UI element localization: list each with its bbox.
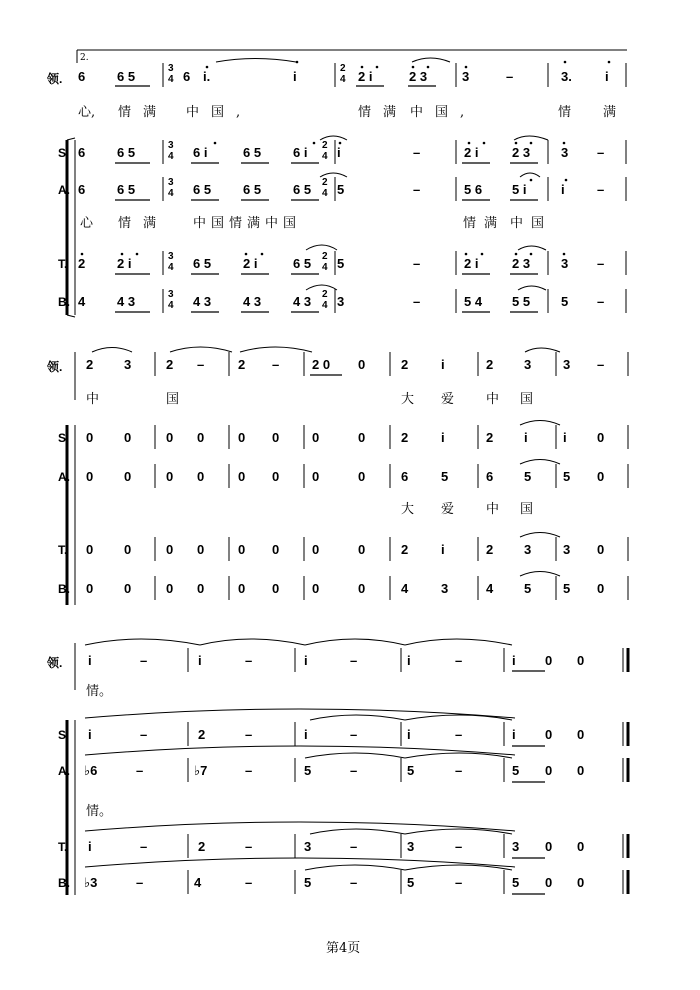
note: 2 3 — [512, 145, 531, 160]
note: 6 5 — [117, 182, 136, 197]
note: i — [337, 145, 341, 160]
note: – — [140, 727, 148, 742]
note: – — [597, 357, 605, 372]
note: 4 — [486, 581, 494, 596]
note: – — [245, 763, 253, 778]
note: – — [140, 653, 148, 668]
note: 2 — [86, 357, 94, 372]
note: 3 — [512, 839, 520, 854]
note: 0 — [597, 542, 605, 557]
note: 2 — [401, 430, 409, 445]
note: 0 — [272, 542, 280, 557]
note: 6 — [78, 69, 86, 84]
note: 6 — [486, 469, 494, 484]
time-signature: 2 4 — [340, 63, 346, 85]
system-3-lead-lyric: 情。 — [86, 684, 113, 699]
note: 6 5 — [193, 182, 212, 197]
alto-label: A. — [58, 470, 70, 484]
note: 2 — [166, 357, 174, 372]
lyric: 情满 — [358, 105, 409, 120]
time-signature: 3 4 — [168, 289, 174, 311]
note: 0 — [577, 875, 585, 890]
note: i — [88, 653, 92, 668]
note: 0 — [272, 581, 280, 596]
lyric: 情满 — [118, 216, 169, 231]
note: 6 5 — [243, 145, 262, 160]
tenor-label: T. — [58, 840, 68, 854]
page-number: 第4页 — [326, 941, 361, 956]
note: – — [136, 875, 144, 890]
note: 6 5 — [293, 256, 312, 271]
note: – — [350, 839, 358, 854]
note: 5 — [561, 294, 569, 309]
note: – — [455, 875, 463, 890]
note: 5 — [524, 581, 532, 596]
note: 6 i — [193, 145, 208, 160]
note: 3 — [524, 542, 532, 557]
note: 0 — [86, 430, 94, 445]
note: 0 — [597, 469, 605, 484]
note: 5 — [337, 256, 345, 271]
lyric: 爱 — [441, 392, 455, 407]
note: 0 — [238, 469, 246, 484]
alto-label: A. — [58, 764, 70, 778]
note: – — [455, 839, 463, 854]
note: 3 — [407, 839, 415, 854]
note: 3 — [462, 69, 470, 84]
note: 0 — [545, 839, 553, 854]
note: – — [136, 763, 144, 778]
note: 2 i — [358, 69, 373, 84]
note: 2 — [78, 256, 86, 271]
lead-label: 领. — [47, 72, 63, 86]
note: – — [597, 294, 605, 309]
time-signature: 2 4 — [322, 140, 328, 162]
note: 0 — [238, 430, 246, 445]
note: 0 — [272, 430, 280, 445]
note: 4 — [78, 294, 86, 309]
note: 2 3 — [512, 256, 531, 271]
note: – — [413, 145, 421, 160]
note: ♭7 — [194, 763, 208, 778]
note: 0 — [197, 542, 205, 557]
bass-label: B. — [58, 876, 70, 890]
soprano-label: S. — [58, 728, 70, 742]
soprano-label: S. — [58, 431, 70, 445]
note: 0 — [597, 430, 605, 445]
note: 0 — [358, 581, 366, 596]
note: 6 5 — [193, 256, 212, 271]
note: 0 — [124, 581, 132, 596]
note: 2 — [486, 430, 494, 445]
note: 5 — [407, 763, 415, 778]
note: 0 — [358, 469, 366, 484]
bass-label: B. — [58, 582, 70, 596]
note: 4 — [194, 875, 202, 890]
note: 5 — [407, 875, 415, 890]
lyric: 国 — [520, 392, 534, 407]
note: – — [413, 182, 421, 197]
volta-label: 2. — [80, 53, 89, 63]
note: i — [407, 727, 411, 742]
lead-label: 领. — [47, 360, 63, 374]
note: 6 — [183, 69, 191, 84]
note: 2 — [486, 357, 494, 372]
note: i — [441, 542, 445, 557]
note: 0 — [124, 542, 132, 557]
note: 2 i — [117, 256, 132, 271]
note: i — [304, 727, 308, 742]
note: 6 — [78, 182, 86, 197]
note: 6 i — [293, 145, 308, 160]
bass-label: B. — [58, 295, 70, 309]
lyric: 中 — [486, 502, 500, 517]
note: 3 — [561, 256, 569, 271]
lyric: 情满 — [463, 216, 506, 231]
note: 3 — [563, 357, 571, 372]
note: 0 — [197, 581, 205, 596]
note: 4 3 — [293, 294, 312, 309]
note: i — [512, 653, 516, 668]
lyric: 情满 — [118, 105, 169, 120]
note: 2 — [401, 542, 409, 557]
note: – — [413, 256, 421, 271]
note: 0 — [577, 727, 585, 742]
note: – — [245, 727, 253, 742]
note: – — [350, 763, 358, 778]
note: 0 — [312, 469, 320, 484]
note: i — [198, 653, 202, 668]
note: 0 — [312, 581, 320, 596]
note: 0 — [545, 875, 553, 890]
note: 2 3 — [409, 69, 428, 84]
alto-label: A. — [58, 183, 70, 197]
lyric: 心, — [78, 105, 96, 120]
note: 3. — [561, 69, 572, 84]
note: 3 — [563, 542, 571, 557]
note: 0 — [86, 542, 94, 557]
note: 0 — [124, 430, 132, 445]
note: 4 — [401, 581, 409, 596]
note: 2 i — [464, 256, 479, 271]
lyric: 中 — [86, 392, 100, 407]
lyric: 满 — [603, 105, 617, 120]
note: i — [524, 430, 528, 445]
note: 0 — [312, 430, 320, 445]
time-signature: 3 4 — [168, 251, 174, 273]
note: 0 — [197, 430, 205, 445]
note: 6 5 — [117, 145, 136, 160]
note: i. — [203, 69, 211, 84]
note: – — [350, 727, 358, 742]
note: – — [455, 763, 463, 778]
note: 5 — [304, 763, 312, 778]
note: 2 — [198, 727, 206, 742]
note: 0 — [545, 727, 553, 742]
note: 0 — [166, 430, 174, 445]
lyric: 中国 — [510, 216, 553, 231]
note: – — [140, 839, 148, 854]
time-signature: 2 4 — [322, 251, 328, 273]
note: 4 3 — [193, 294, 212, 309]
note: 5 — [512, 875, 520, 890]
note: 0 — [545, 653, 553, 668]
soprano-label: S. — [58, 146, 70, 160]
note: – — [350, 875, 358, 890]
note: – — [245, 839, 253, 854]
note: – — [597, 182, 605, 197]
note: 0 — [545, 763, 553, 778]
note: 4 3 — [243, 294, 262, 309]
system-3-choir-lyric: 情。 — [86, 804, 113, 819]
lyric: 中国, — [186, 105, 253, 120]
note: 6 — [78, 145, 86, 160]
note: 5 — [441, 469, 449, 484]
note: i — [605, 69, 609, 84]
note: 2 i — [243, 256, 258, 271]
lyric: 大 — [401, 502, 415, 517]
note: 0 — [238, 581, 246, 596]
note: 0 — [577, 653, 585, 668]
lyric: 情 — [558, 105, 572, 120]
note: 5 5 — [512, 294, 531, 309]
note: 2 — [401, 357, 409, 372]
note: 0 — [166, 581, 174, 596]
note: 0 — [166, 469, 174, 484]
note: 0 — [197, 469, 205, 484]
note: 0 — [358, 357, 366, 372]
lyric: 中国, — [410, 105, 477, 120]
lyric: 爱 — [441, 502, 455, 517]
note: i — [561, 182, 565, 197]
note: ♭6 — [84, 763, 98, 778]
tenor-label: T. — [58, 257, 68, 271]
note: i — [293, 69, 297, 84]
time-signature: 3 4 — [168, 140, 174, 162]
note: 0 — [86, 469, 94, 484]
note: i — [88, 727, 92, 742]
note: 0 — [124, 469, 132, 484]
note: 5 6 — [464, 182, 483, 197]
note: 0 — [577, 839, 585, 854]
note: 3 — [524, 357, 532, 372]
lyric: 中 — [486, 392, 500, 407]
note: – — [245, 653, 253, 668]
note: 6 5 — [293, 182, 312, 197]
time-signature: 2 4 — [322, 289, 328, 311]
note: 4 3 — [117, 294, 136, 309]
note: 0 — [358, 542, 366, 557]
note: 6 — [401, 469, 409, 484]
note: – — [350, 653, 358, 668]
note: – — [197, 357, 205, 372]
note: – — [597, 145, 605, 160]
note: 5 — [563, 469, 571, 484]
note: 5 — [524, 469, 532, 484]
note: – — [597, 256, 605, 271]
lyric: 心 — [80, 216, 94, 231]
note: 3 — [561, 145, 569, 160]
note: 5 — [304, 875, 312, 890]
note: 0 — [358, 430, 366, 445]
note: i — [563, 430, 567, 445]
note: 5 — [337, 182, 345, 197]
note: 3 — [124, 357, 132, 372]
time-signature: 2 4 — [322, 177, 328, 199]
lyric: 国 — [520, 502, 534, 517]
note: – — [272, 357, 280, 372]
lead-label: 领. — [47, 656, 63, 670]
note: 0 — [597, 581, 605, 596]
lyric: 中国情满中国 — [193, 216, 302, 231]
note: 0 — [272, 469, 280, 484]
lyric: 大 — [401, 392, 415, 407]
note: 3 — [304, 839, 312, 854]
time-signature: 3 4 — [168, 63, 174, 85]
note: i — [88, 839, 92, 854]
note: i — [441, 357, 445, 372]
note: – — [506, 69, 514, 84]
note: – — [413, 294, 421, 309]
time-signature: 3 4 — [168, 177, 174, 199]
note: 2 — [486, 542, 494, 557]
note: i — [441, 430, 445, 445]
note: 5 4 — [464, 294, 483, 309]
note: – — [455, 653, 463, 668]
note: i — [304, 653, 308, 668]
note: 0 — [312, 542, 320, 557]
note: 3 — [337, 294, 345, 309]
note: 2 i — [464, 145, 479, 160]
note: i — [407, 653, 411, 668]
note: 6 5 — [243, 182, 262, 197]
note: – — [455, 727, 463, 742]
note: 3 — [441, 581, 449, 596]
note: 2 — [238, 357, 246, 372]
note: ♭3 — [84, 875, 98, 890]
note: 5 — [512, 763, 520, 778]
note: i — [512, 727, 516, 742]
note: 0 — [86, 581, 94, 596]
note: 6 5 — [117, 69, 136, 84]
note: 0 — [238, 542, 246, 557]
note: 0 — [166, 542, 174, 557]
tenor-label: T. — [58, 543, 68, 557]
note: 2 0 — [312, 357, 331, 372]
note: 5 i — [512, 182, 527, 197]
note: 2 — [198, 839, 206, 854]
lyric: 国 — [166, 392, 180, 407]
note: – — [245, 875, 253, 890]
note: 0 — [577, 763, 585, 778]
note: 5 — [563, 581, 571, 596]
